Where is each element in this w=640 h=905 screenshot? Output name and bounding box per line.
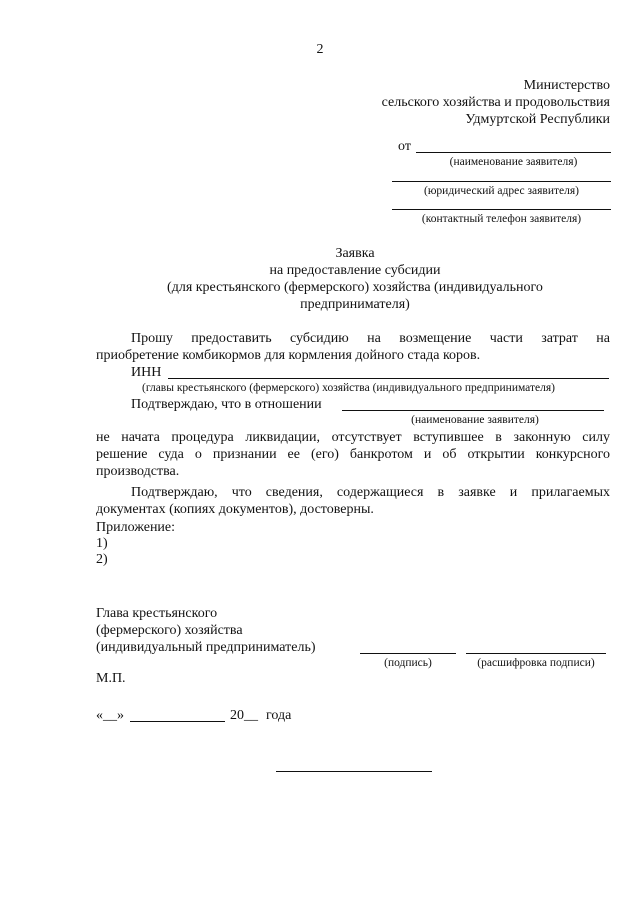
title-line-4: предпринимателя) bbox=[300, 297, 410, 312]
head-line-2: (фермерского) хозяйства bbox=[96, 623, 243, 638]
confirm-applicant-field[interactable] bbox=[342, 410, 604, 411]
liquidation-line-1: не начата процедура ликвидации, отсутствует вступившее в законную силу bbox=[96, 430, 610, 445]
title-line-2: на предоставление субсидии bbox=[269, 263, 441, 278]
addressee-line-2: сельского хозяйства и продовольствия bbox=[381, 95, 610, 110]
date-suffix: года bbox=[266, 708, 292, 723]
from-prefix: от bbox=[398, 139, 411, 154]
head-line-1: Глава крестьянского bbox=[96, 606, 218, 621]
legal-address-caption: (юридический адрес заявителя) bbox=[424, 185, 579, 197]
applicant-name-caption: (наименование заявителя) bbox=[449, 156, 578, 168]
truth-line-1: Подтверждаю, что сведения, содержащиеся в заявке и прилагаемых bbox=[131, 485, 610, 500]
request-line-2: приобретение комбикормов для кормления дойного стада коров. bbox=[96, 348, 481, 363]
confirm-caption: (наименование заявителя) bbox=[411, 414, 539, 426]
inn-field[interactable] bbox=[168, 378, 609, 379]
date-year-prefix: 20 bbox=[230, 708, 244, 723]
phone-caption: (контактный телефон заявителя) bbox=[421, 213, 582, 225]
attachment-item-1: 1) bbox=[96, 536, 108, 551]
title-line-1: Заявка bbox=[335, 246, 375, 261]
signature-field[interactable] bbox=[360, 653, 456, 654]
closing-separator bbox=[276, 771, 432, 772]
seal-label: М.П. bbox=[96, 671, 126, 686]
page-number: 2 bbox=[316, 42, 324, 57]
signature-transcript-field[interactable] bbox=[466, 653, 606, 654]
liquidation-line-2: решение суда о признании ее (его) банкротом и об открытии конкурсного bbox=[96, 447, 610, 462]
title-line-3: (для крестьянского (фермерского) хозяйства (индивидуального bbox=[167, 280, 543, 295]
legal-address-field[interactable] bbox=[392, 181, 611, 182]
date-month-field[interactable] bbox=[130, 721, 225, 722]
request-line-1: Прошу предоставить субсидию на возмещение части затрат на bbox=[131, 331, 610, 346]
attachment-item-2: 2) bbox=[96, 552, 108, 567]
inn-caption: (главы крестьянского (фермерского) хозяйства (индивидуального предпринимателя) bbox=[142, 382, 555, 394]
phone-field[interactable] bbox=[392, 209, 611, 210]
signature-caption: (подпись) bbox=[384, 657, 432, 669]
liquidation-line-3: производства. bbox=[96, 464, 180, 479]
signature-transcript-caption: (расшифровка подписи) bbox=[477, 657, 595, 669]
confirm-prefix: Подтверждаю, что в отношении bbox=[131, 397, 322, 412]
date-year-field[interactable]: __ bbox=[244, 708, 258, 723]
date-quote-close: » bbox=[117, 708, 124, 723]
addressee-line-1: Министерство bbox=[523, 78, 610, 93]
applicant-name-field[interactable] bbox=[416, 152, 611, 153]
date-quote-open: « bbox=[96, 708, 103, 723]
addressee-line-3: Удмуртской Республики bbox=[465, 112, 610, 127]
inn-label: ИНН bbox=[131, 365, 162, 380]
date-line bbox=[96, 708, 124, 724]
head-line-3: (индивидуальный предприниматель) bbox=[96, 640, 316, 655]
truth-line-2: документах (копиях документов), достоверны. bbox=[96, 502, 374, 517]
date-day-field[interactable]: __ bbox=[103, 708, 117, 723]
date-year bbox=[230, 708, 258, 724]
attachment-label: Приложение: bbox=[96, 520, 176, 535]
